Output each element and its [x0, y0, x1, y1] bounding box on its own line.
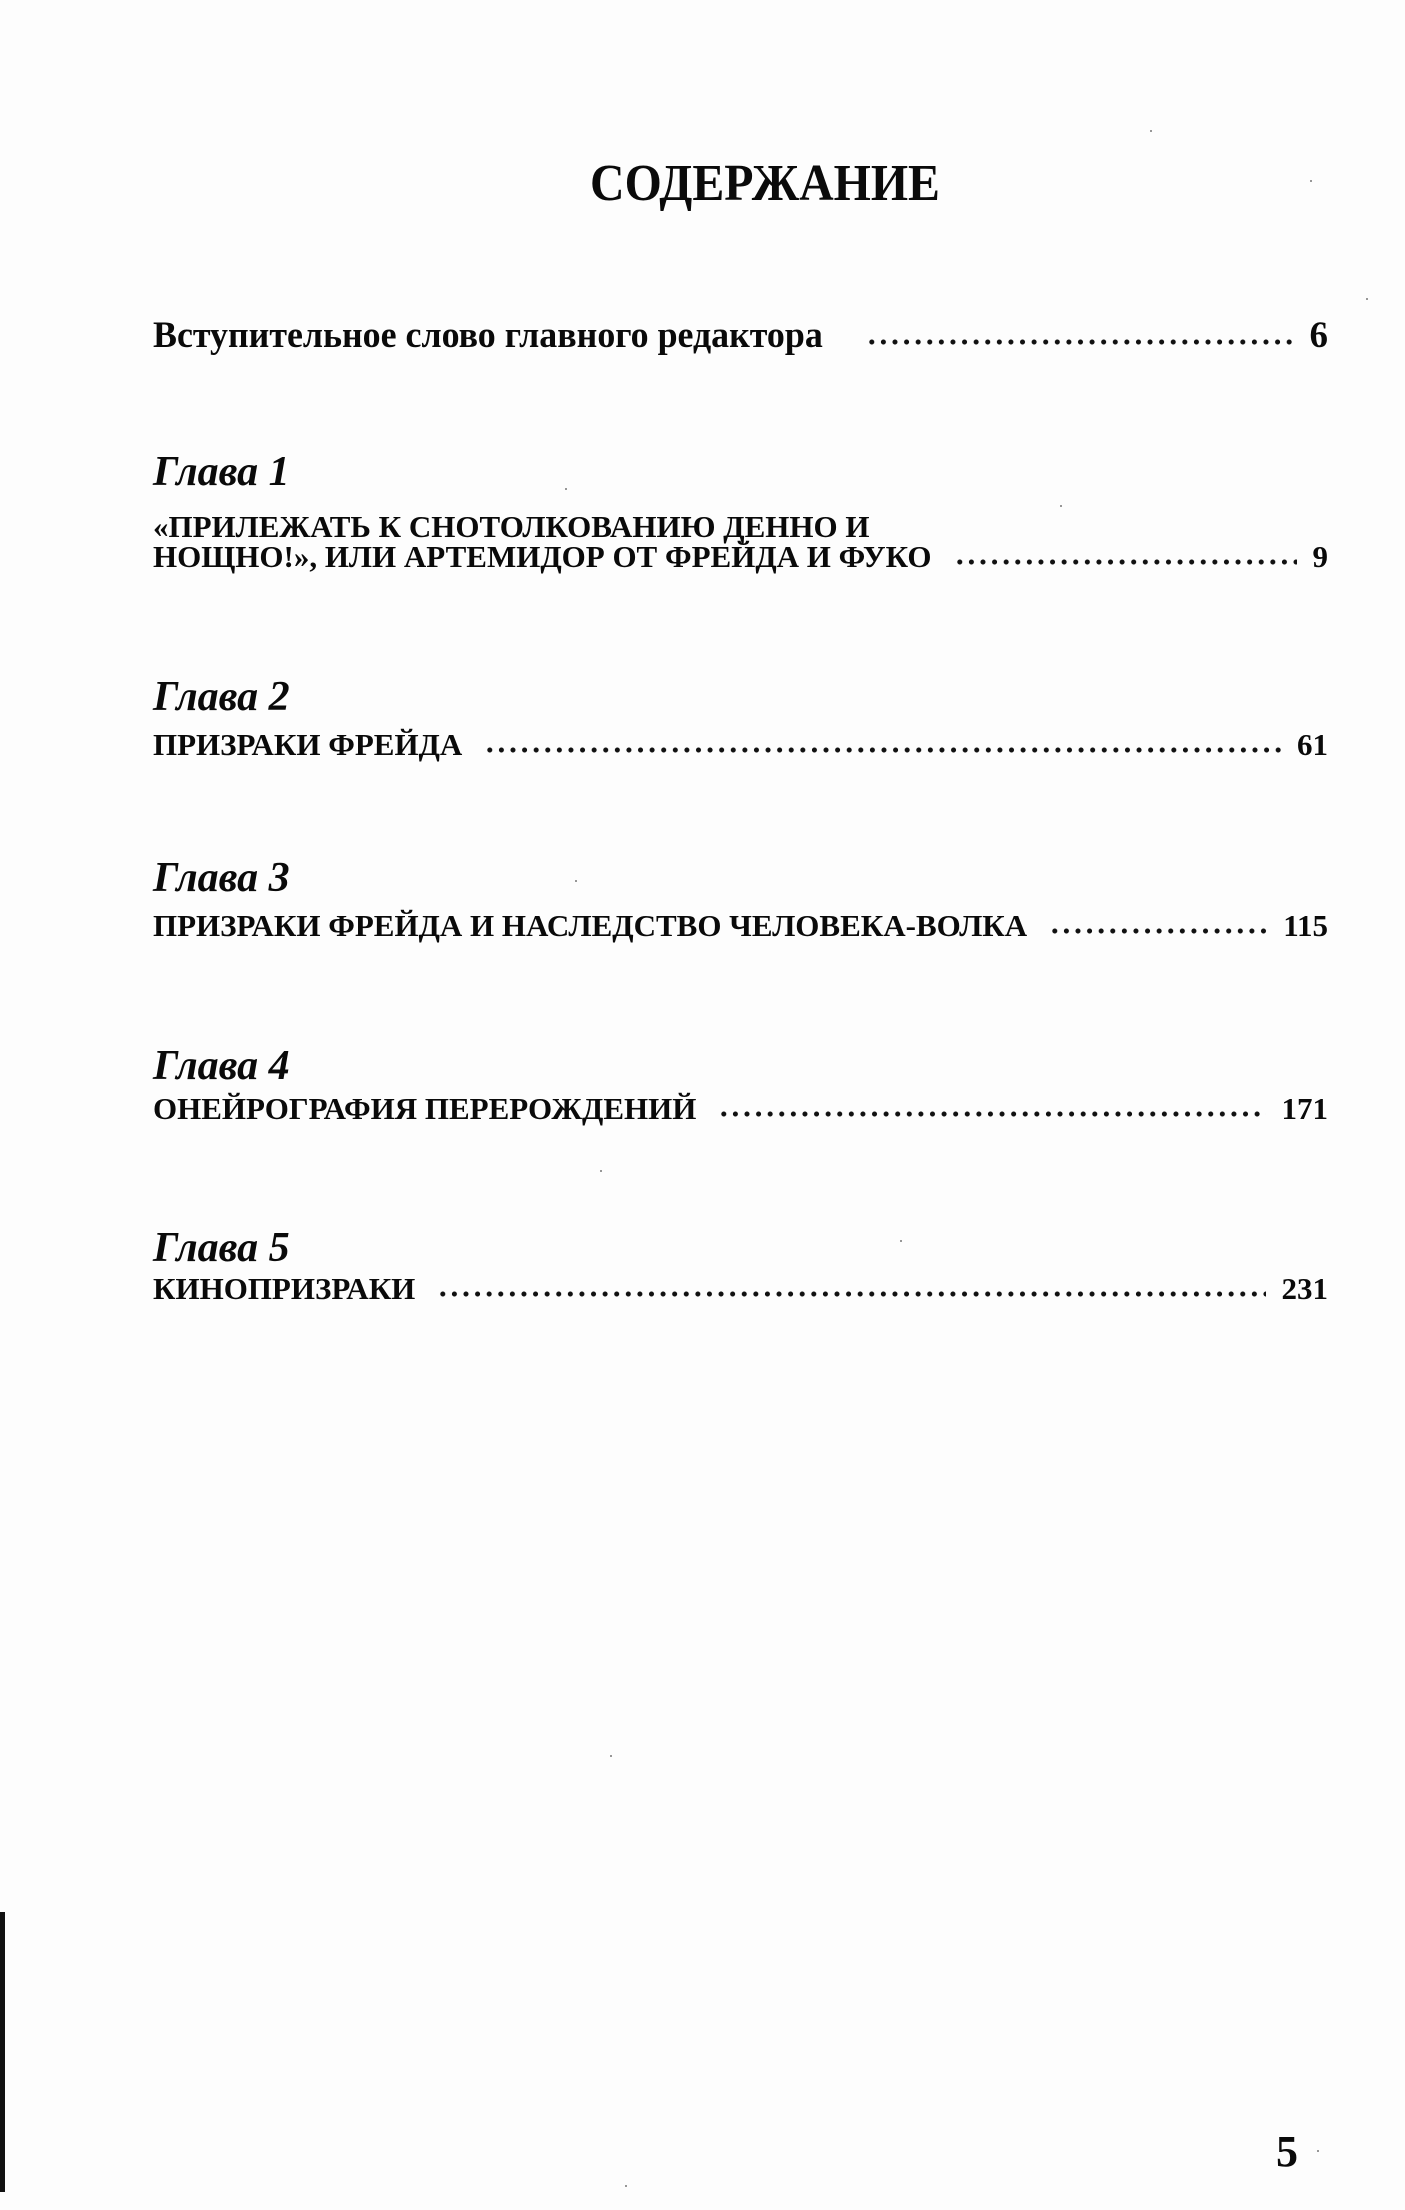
- scan-speck: [565, 488, 567, 490]
- scan-speck: [1150, 130, 1152, 132]
- toc-page-number: 115: [1283, 908, 1328, 943]
- dot-leader: [954, 559, 1297, 565]
- toc-entry-chapter-1: [153, 541, 1328, 573]
- toc-entry-intro: [153, 316, 1328, 356]
- toc-entry-chapter-3: [153, 910, 1328, 942]
- chapter-heading-4: Глава 4: [153, 1043, 290, 1089]
- page-title: [61, 155, 1354, 212]
- chapter-title-line: «ПРИЛЕЖАТЬ К СНОТОЛКОВАНИЮ ДЕННО И: [153, 509, 870, 544]
- page-number: 5: [1276, 2127, 1298, 2176]
- chapter-title-line: ПРИЗРАКИ ФРЕЙДА: [153, 727, 463, 762]
- scan-speck: [1060, 505, 1062, 507]
- chapter-title-line: ПРИЗРАКИ ФРЕЙДА И НАСЛЕДСТВО ЧЕЛОВЕКА-ВОЛКА: [153, 908, 1028, 943]
- scan-speck: [1366, 298, 1368, 300]
- page-title-text: СОДЕРЖАНИЕ: [590, 155, 940, 212]
- dot-leader: [866, 339, 1294, 345]
- toc-page-number: 231: [1281, 1271, 1328, 1306]
- scan-speck: [900, 1240, 902, 1242]
- chapter-heading-3: Глава 3: [153, 855, 290, 901]
- toc-page-number: 6: [1309, 315, 1328, 356]
- chapter-heading-2: Глава 2: [153, 674, 290, 720]
- dot-leader: [484, 747, 1281, 753]
- scan-speck: [600, 1170, 602, 1172]
- chapter-heading-1: Глава 1: [153, 449, 290, 495]
- scan-speck: [610, 1755, 612, 1757]
- chapter-title-line: КИНОПРИЗРАКИ: [153, 1271, 416, 1306]
- toc-entry-chapter-2: [153, 729, 1328, 761]
- toc-page-number: 171: [1281, 1091, 1328, 1126]
- scan-speck: [1310, 180, 1312, 182]
- toc-page-number: 61: [1297, 727, 1328, 762]
- scan-speck: [575, 880, 577, 882]
- dot-leader: [718, 1111, 1265, 1117]
- toc-page-number: 9: [1312, 539, 1328, 574]
- scan-edge-shadow: [0, 1912, 5, 2192]
- chapter-title-line: НОЩНО!», ИЛИ АРТЕМИДОР ОТ ФРЕЙДА И ФУКО: [153, 539, 932, 574]
- dot-leader: [1049, 928, 1267, 934]
- dot-leader: [437, 1291, 1265, 1297]
- toc-entry-label: Вступительное слово главного редактора: [153, 315, 823, 356]
- scan-speck: [625, 2185, 627, 2187]
- toc-entry-chapter-5: [153, 1273, 1328, 1305]
- toc-entry-chapter-4: [153, 1093, 1328, 1125]
- scan-speck: [1317, 2150, 1319, 2152]
- chapter-title-line: ОНЕЙРОГРАФИЯ ПЕРЕРОЖДЕНИЙ: [153, 1091, 697, 1126]
- chapter-heading-5: Глава 5: [153, 1225, 290, 1271]
